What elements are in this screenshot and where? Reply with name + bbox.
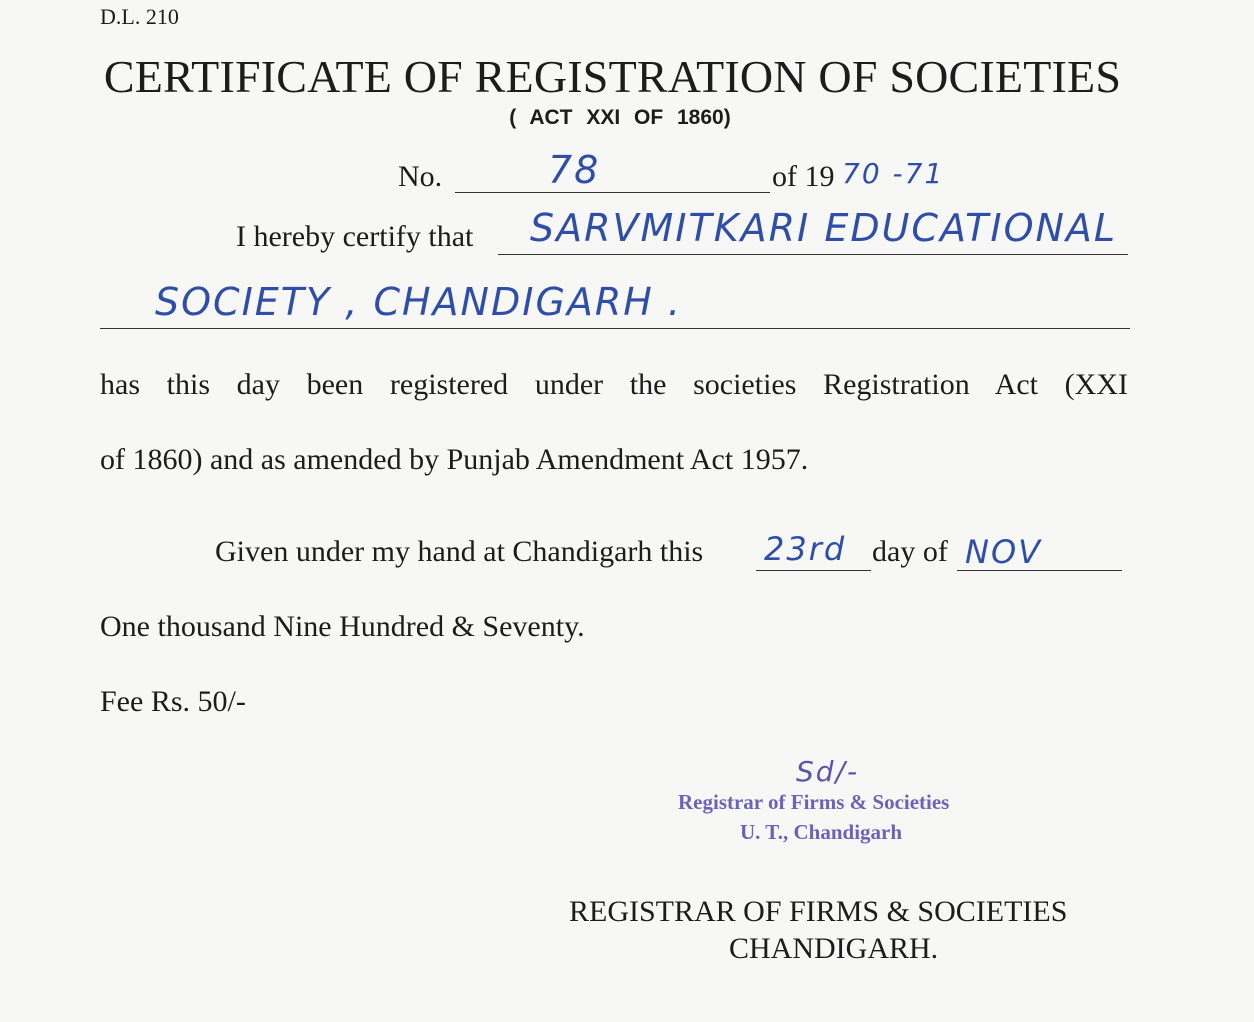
given-label: Given under my hand at Chandigarh this (215, 535, 704, 568)
fee-text: Fee Rs. 50/- (100, 685, 246, 718)
of-year-label: of 19 (772, 160, 835, 193)
society-underline-2 (100, 328, 1130, 329)
month-value: NOV (965, 533, 1043, 571)
registration-year: 70 -71 (842, 157, 945, 190)
footer-registrar: REGISTRAR OF FIRMS & SOCIETIES (569, 895, 1068, 928)
day-value: 23rd (764, 530, 847, 568)
stamp-line-1: Registrar of Firms & Societies (678, 790, 950, 814)
signature: Sd/- (796, 755, 860, 788)
society-underline-1 (498, 254, 1128, 255)
footer-location: CHANDIGARH. (729, 932, 939, 965)
form-code: D.L. 210 (100, 4, 179, 29)
number-label: No. (398, 160, 443, 193)
act-subtitle: ( ACT XXI OF 1860) (509, 106, 731, 129)
stamp-line-2: U. T., Chandigarh (740, 820, 903, 844)
society-name-line-2: SOCIETY , CHANDIGARH . (155, 280, 683, 324)
year-in-words: One thousand Nine Hundred & Seventy. (100, 610, 585, 643)
registration-number: 78 (548, 148, 601, 192)
number-underline (455, 192, 770, 193)
certify-label: I hereby certify that (236, 220, 474, 253)
registration-text-line-2: of 1860) and as amended by Punjab Amendment Act 1957. (100, 443, 809, 476)
day-of-label: day of (872, 535, 948, 568)
day-underline (756, 570, 871, 571)
society-name-line-1: SARVMITKARI EDUCATIONAL (530, 206, 1118, 250)
registration-text-line-1: has this day been registered under the societies Registration Act (XXI (100, 368, 1128, 401)
certificate-title: CERTIFICATE OF REGISTRATION OF SOCIETIES (103, 51, 1122, 102)
